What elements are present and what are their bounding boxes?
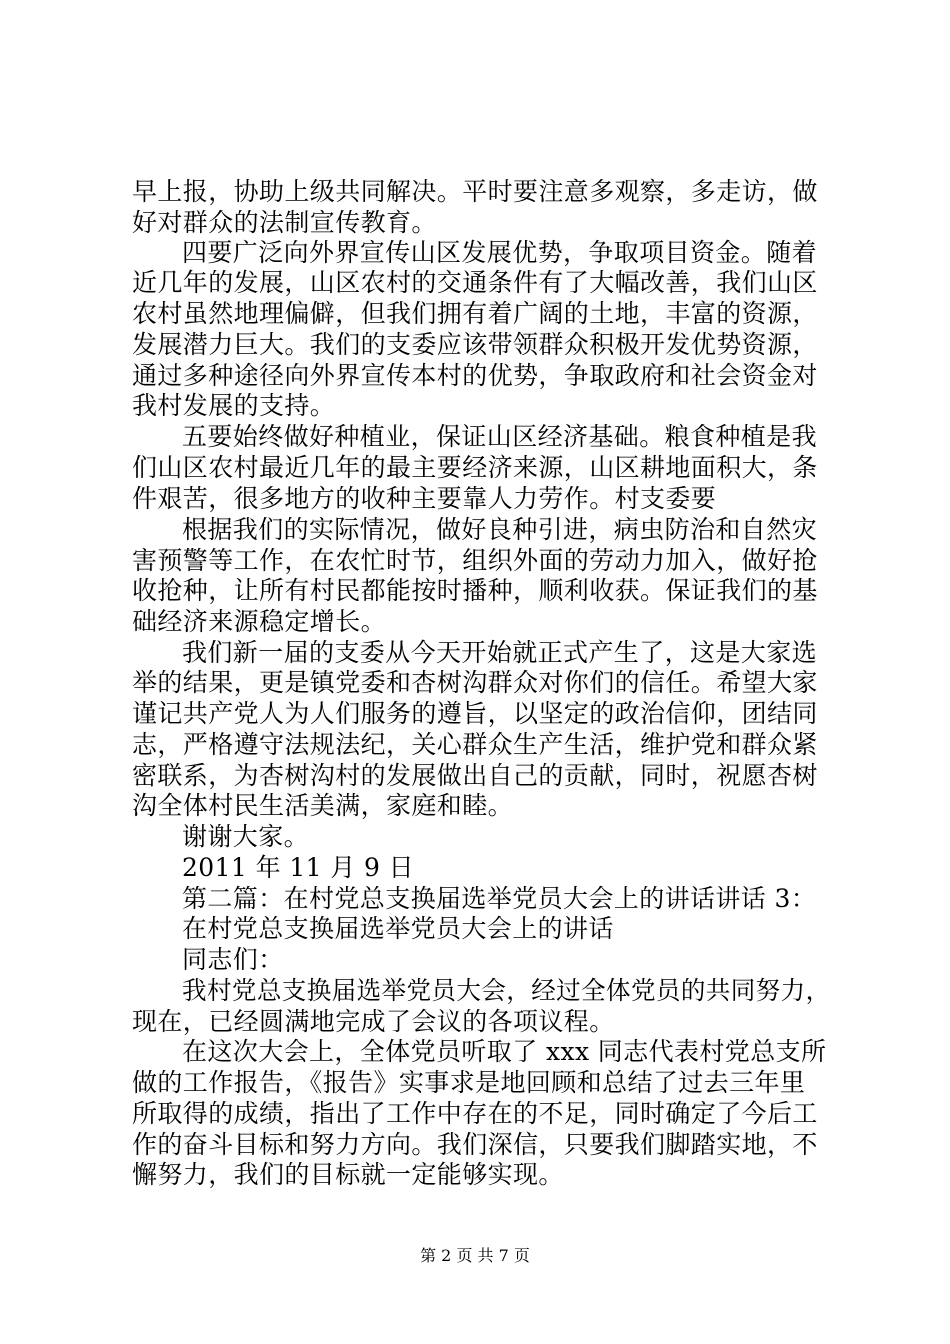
body-line: 害预警等工作，在农忙时节，组织外面的劳动力加入，做好抢: [132, 546, 818, 575]
body-line: 懈努力，我们的目标就一定能够实现。: [132, 1160, 564, 1189]
body-line: 做的工作报告，《报告》实事求是地回顾和总结了过去三年里: [132, 1068, 806, 1097]
paragraph-start-line: 四要广泛向外界宣传山区发展优势，争取项目资金。随着: [182, 238, 818, 267]
section-heading: 第二篇：在村党总支换届选举党员大会上的讲话讲话 3：: [182, 884, 817, 913]
body-line: 志，严格遵守法规法纪，关心群众生产生活，维护党和群众紧: [132, 730, 818, 759]
body-line: 我村发展的支持。: [132, 391, 336, 420]
body-line: 农村虽然地理偏僻，但我们拥有着广阔的土地，丰富的资源，: [132, 299, 818, 328]
body-line: 们山区农村最近几年的最主要经济来源，山区耕地面积大，条: [132, 453, 818, 482]
body-line: 好对群众的法制宣传教育。: [132, 208, 437, 237]
body-line: 础经济来源稳定增长。: [132, 607, 387, 636]
page-footer: 第 2 页 共 7 页: [420, 1246, 530, 1265]
speech-title: 在村党总支换届选举党员大会上的讲话: [182, 914, 614, 943]
salutation: 同志们：: [182, 945, 284, 974]
body-line: 举的结果，更是镇党委和杏树沟群众对你们的信任。希望大家: [132, 668, 818, 697]
paragraph-start-line: 根据我们的实际情况，做好良种引进，病虫防治和自然灾: [182, 515, 818, 544]
body-line: 发展潜力巨大。我们的支委应该带领群众积极开发优势资源，: [132, 330, 818, 359]
body-line: 收抢种，让所有村民都能按时播种，顺利收获。保证我们的基: [132, 576, 818, 605]
paragraph-start-line: 在这次大会上，全体党员听取了 xxx 同志代表村党总支所: [182, 1037, 827, 1066]
body-line: 早上报，协助上级共同解决。平时要注意多观察，多走访，做: [132, 177, 818, 206]
body-line: 通过多种途径向外界宣传本村的优势，争取政府和社会资金对: [132, 361, 818, 390]
body-line: 沟全体村民生活美满，家庭和睦。: [132, 791, 514, 820]
body-line: 近几年的发展，山区农村的交通条件有了大幅改善，我们山区: [132, 268, 818, 297]
body-line: 件艰苦，很多地方的收种主要靠人力劳作。村支委要: [132, 484, 717, 513]
date-line: 2011 年 11 月 9 日: [182, 853, 415, 882]
body-line: 密联系，为杏树沟村的发展做出自己的贡献，同时，祝愿杏树: [132, 761, 818, 790]
body-line: 所取得的成绩，指出了工作中存在的不足，同时确定了今后工: [132, 1099, 818, 1128]
body-line: 作的奋斗目标和努力方向。我们深信，只要我们脚踏实地，不: [132, 1130, 818, 1159]
paragraph-start-line: 我村党总支换届选举党员大会，经过全体党员的共同努力，: [182, 976, 831, 1005]
paragraph-start-line: 五要始终做好种植业，保证山区经济基础。粮食种植是我: [182, 422, 818, 451]
body-line: 谨记共产党人为人们服务的遵旨，以坚定的政治信仰，团结同: [132, 699, 818, 728]
closing-line: 谢谢大家。: [182, 822, 310, 851]
body-line: 现在，已经圆满地完成了会议的各项议程。: [132, 1007, 615, 1036]
paragraph-start-line: 我们新一届的支委从今天开始就正式产生了，这是大家选: [182, 638, 818, 667]
